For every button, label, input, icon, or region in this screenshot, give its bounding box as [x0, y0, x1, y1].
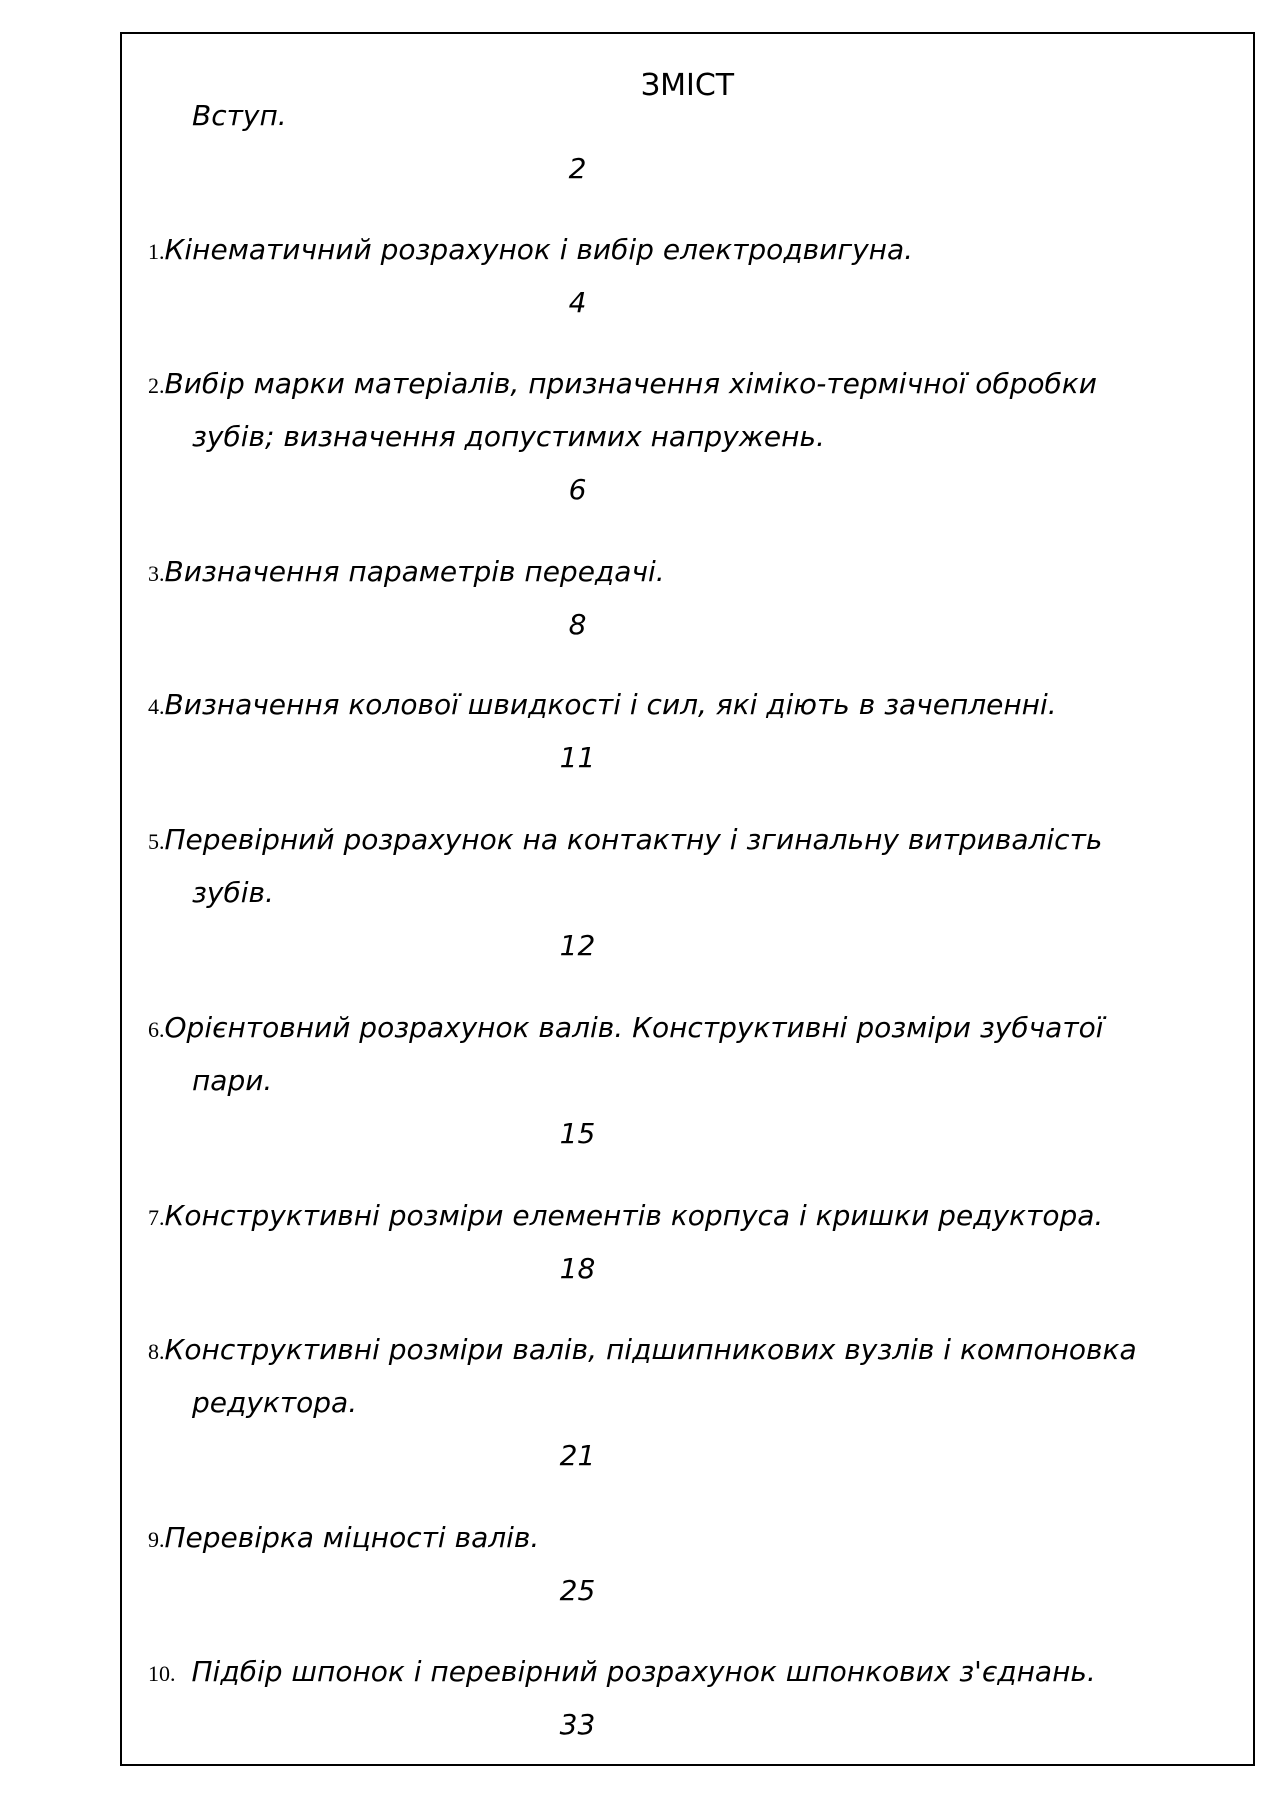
toc-entry-page: 25 — [559, 1574, 596, 1607]
toc-entry-text: Орієнтовний розрахунок валів. Конструктивні розміри зубчатої — [164, 1011, 1104, 1044]
page-title: ЗМІСТ — [640, 68, 735, 103]
toc-entry-page: 8 — [568, 608, 587, 641]
toc-entry-page: 21 — [559, 1439, 596, 1472]
toc-entry-text: Вступ. — [192, 99, 287, 132]
toc-entry-text: Вибір марки матеріалів, призначення хіміко-термічної обробки — [164, 367, 1097, 400]
toc-entry-line — [148, 232, 913, 270]
toc-entry-number: 9. — [148, 1527, 165, 1552]
toc-entry-page: 6 — [568, 473, 587, 506]
toc-entry-page: 18 — [559, 1252, 596, 1285]
toc-entry-number: 8. — [148, 1339, 165, 1364]
toc-entry-text-continued: пари. — [192, 1064, 273, 1097]
toc-entry-text: Визначення параметрів передачі. — [164, 555, 665, 588]
toc-entry-number: 6. — [148, 1017, 165, 1042]
toc-entry-number: 7. — [148, 1205, 165, 1230]
toc-entry-page: 11 — [559, 741, 596, 774]
toc-entry-line — [148, 1332, 1137, 1370]
toc-entry-number: 4. — [148, 694, 165, 719]
toc-entry-page: 4 — [568, 286, 587, 319]
toc-entry-text: Перевірний розрахунок на контактну і згинальну витривалість — [164, 823, 1103, 856]
toc-entry-line — [148, 1010, 1104, 1048]
toc-entry-line — [148, 366, 1097, 404]
toc-entry-text: Конструктивні розміри елементів корпуса і кришки редуктора. — [164, 1199, 1104, 1232]
toc-entry-number: 2. — [148, 373, 165, 398]
toc-entry-text-continued: редуктора. — [192, 1386, 358, 1419]
toc-entry-text: Підбір шпонок і перевірний розрахунок шпонкових з'єднань. — [191, 1655, 1096, 1688]
toc-entry-number: 3. — [148, 561, 165, 586]
toc-entry-text: Конструктивні розміри валів, підшипникових вузлів і компоновка — [164, 1333, 1137, 1366]
toc-entry-text: Перевірка міцності валів. — [164, 1521, 540, 1554]
toc-entry-text: Визначення колової швидкості і сил, які діють в зачепленні. — [164, 688, 1057, 721]
toc-entry-line — [148, 822, 1102, 860]
toc-entry-number: 10. — [148, 1661, 176, 1686]
toc-entry-text: Кінематичний розрахунок і вибір електродвигуна. — [164, 233, 914, 266]
toc-entry-number: 5. — [148, 829, 165, 854]
toc-entry-line — [148, 1654, 1096, 1692]
toc-entry-line — [148, 1520, 539, 1558]
toc-entry-page: 33 — [559, 1708, 596, 1741]
toc-entry-line — [148, 687, 1057, 725]
toc-entry-number: 1. — [148, 239, 165, 264]
toc-entry-text-continued: зубів. — [192, 876, 274, 909]
toc-entry-page: 2 — [568, 152, 587, 185]
toc-entry-page: 12 — [559, 929, 596, 962]
toc-entry-text-continued: зубів; визначення допустимих напружень. — [192, 420, 825, 453]
toc-entry-line — [148, 1198, 1103, 1236]
page-frame — [120, 32, 1255, 1766]
toc-entry-page: 15 — [559, 1117, 596, 1150]
toc-entry-line — [148, 554, 665, 592]
